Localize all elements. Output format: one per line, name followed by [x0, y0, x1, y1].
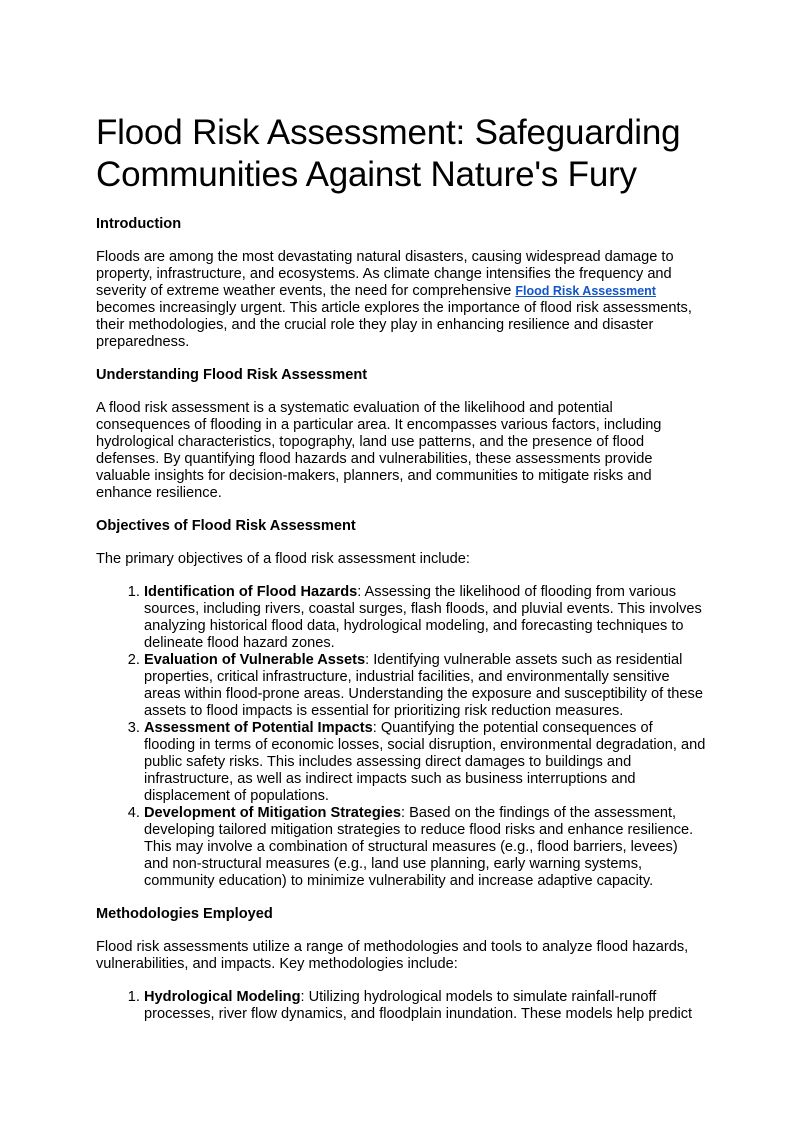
heading-methodologies: Methodologies Employed — [96, 906, 273, 922]
heading-objectives: Objectives of Flood Risk Assessment — [96, 518, 356, 534]
list-item-text: : Identifying vulnerable assets such as residential properties, critical infrastructure, industrial facilities, and environmentally sensitive areas within flood-prone areas. Understanding the exposure and susceptibility of these assets to flood impacts is essential for prioritizing risk reduction measures. — [144, 652, 703, 719]
list-item-term: Evaluation of Vulnerable Assets — [144, 652, 366, 668]
list-item — [144, 989, 706, 1023]
list-item-term: Assessment of Potential Impacts — [144, 720, 373, 736]
list-item — [144, 584, 706, 652]
list-item-text: : Based on the findings of the assessment, developing tailored mitigation strategies to reduce flood risks and enhance resilience. This may involve a combination of structural measures (e.g., flood barriers, levees) and non-structural measures (e.g., land use planning, early warning systems, community education) to minimize vulnerability and increase adaptive capacity. — [144, 805, 694, 889]
page-title: Flood Risk Assessment: Safeguarding Communities Against Nature's Fury — [96, 113, 681, 194]
list-item-text: : Utilizing hydrological models to simulate rainfall-runoff processes, river flow dynamics, and floodplain inundation. These models help predict — [144, 989, 693, 1022]
list-item-term: Identification of Flood Hazards — [144, 584, 358, 600]
list-item — [144, 652, 706, 720]
paragraph-methodologies-intro: Flood risk assessments utilize a range of methodologies and tools to analyze flood hazards, vulnerabilities, and impacts. Key methodologies include: — [96, 939, 689, 972]
list-item-term: Development of Mitigation Strategies — [144, 805, 402, 821]
intro-text-after-link: becomes increasingly urgent. This article explores the importance of flood risk assessments, their methodologies, and the crucial role they play in enhancing resilience and disaster preparedness. — [96, 300, 692, 350]
intro-text-before-link: Floods are among the most devastating natural disasters, causing widespread damage to property, infrastructure, and ecosystems. As climate change intensifies the frequency and severity of extreme weather events, the need for comprehensive — [96, 249, 674, 299]
objectives-list — [96, 584, 706, 890]
methodologies-list — [96, 989, 706, 1023]
paragraph-understanding: A flood risk assessment is a systematic evaluation of the likelihood and potential consequences of flooding in a particular area. It encompasses various factors, including hydrological characteristics, topography, land use patterns, and the presence of flood defenses. By quantifying flood hazards and vulnerabilities, these assessments provide valuable insights for decision-makers, planners, and communities to mitigate risks and enhance resilience. — [96, 400, 662, 501]
list-item-text: : Assessing the likelihood of flooding from various sources, including rivers, coastal surges, flash floods, and pluvial events. This involves analyzing historical flood data, hydrological modeling, and forecasting techniques to delineate flood hazard zones. — [144, 584, 702, 651]
document-page — [96, 112, 706, 1023]
paragraph-objectives-intro: The primary objectives of a flood risk assessment include: — [96, 551, 470, 567]
list-item — [144, 720, 706, 805]
list-item-text: : Quantifying the potential consequences of flooding in terms of economic losses, social disruption, environmental degradation, and public safety risks. This includes assessing direct damages to buildings and infrastructure, as well as indirect impacts such as business interruptions and displacement of populations. — [144, 720, 706, 804]
heading-understanding: Understanding Flood Risk Assessment — [96, 367, 368, 383]
flood-risk-assessment-link[interactable]: Flood Risk Assessment — [515, 284, 656, 298]
list-item — [144, 805, 706, 890]
list-item-term: Hydrological Modeling — [144, 989, 301, 1005]
heading-introduction: Introduction — [96, 216, 182, 232]
paragraph-introduction — [96, 249, 706, 351]
